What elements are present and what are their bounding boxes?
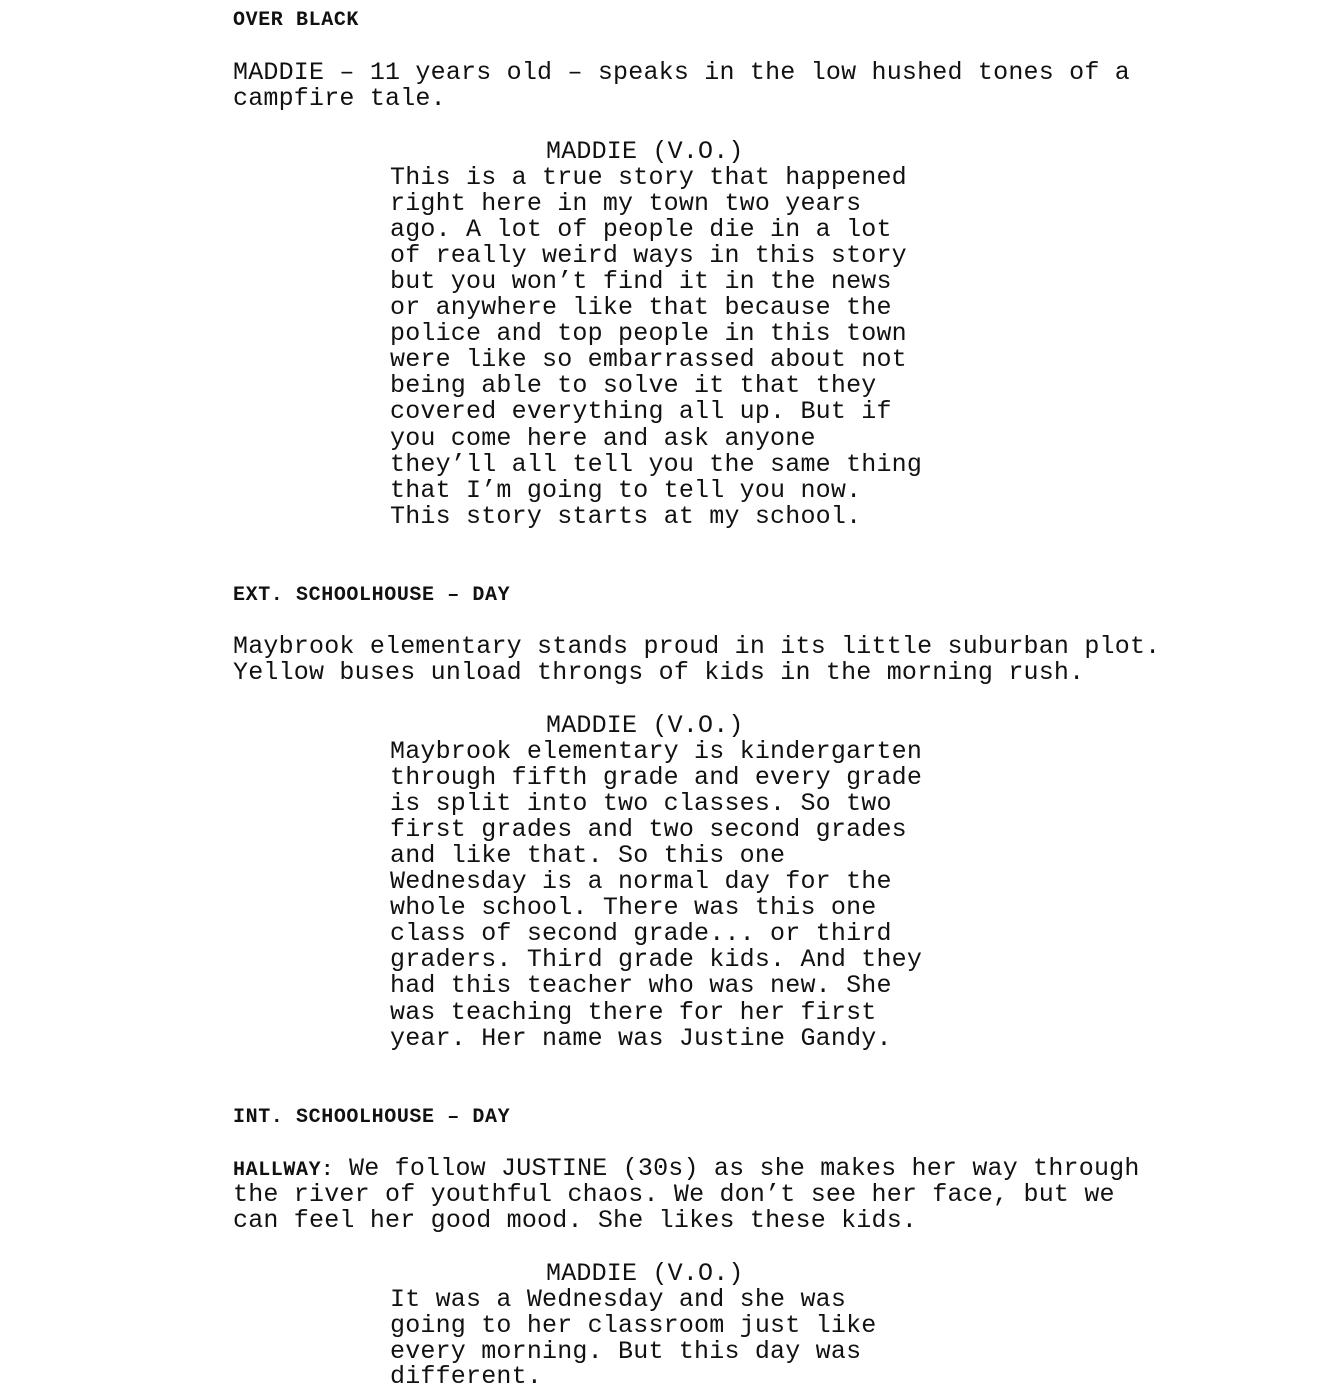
dialogue-line: This story starts at my school.	[390, 502, 862, 531]
dialogue-line: is split into two classes. So two	[390, 789, 892, 818]
action-line: Yellow buses unload throngs of kids in the morning rush.	[233, 658, 1085, 687]
action-line: campfire tale.	[233, 84, 446, 113]
dialogue-line: ago. A lot of people die in a lot	[390, 215, 892, 244]
dialogue-line: This is a true story that happened	[390, 163, 907, 192]
dialogue-line: Wednesday is a normal day for the	[390, 867, 892, 896]
dialogue-line: had this teacher who was new. She	[390, 971, 892, 1000]
dialogue-line: police and top people in this town	[390, 319, 907, 348]
dialogue-line: whole school. There was this one	[390, 893, 877, 922]
action-line: can feel her good mood. She likes these kids.	[233, 1206, 918, 1235]
dialogue-line: covered everything all up. But if	[390, 397, 892, 426]
dialogue-line: every morning. But this day was	[390, 1337, 862, 1366]
dialogue-line: Maybrook elementary is kindergarten	[390, 737, 923, 766]
dialogue-line: through fifth grade and every grade	[390, 763, 923, 792]
scene-heading: EXT. SCHOOLHOUSE – DAY	[233, 584, 511, 607]
action-line: Maybrook elementary stands proud in its little suburban plot.	[233, 632, 1161, 661]
dialogue-line: were like so embarrassed about not	[390, 345, 907, 374]
dialogue-line: of really weird ways in this story	[390, 241, 907, 270]
dialogue-line: first grades and two second grades	[390, 815, 907, 844]
character-name: MADDIE (V.O.)	[546, 1259, 744, 1288]
dialogue-line: going to her classroom just like	[390, 1311, 877, 1340]
character-name: MADDIE (V.O.)	[546, 137, 744, 166]
dialogue-line: they’ll all tell you the same thing	[390, 450, 923, 479]
dialogue-line: but you won’t find it in the news	[390, 267, 892, 296]
scene-heading: INT. SCHOOLHOUSE – DAY	[233, 1106, 511, 1129]
dialogue-line: different.	[390, 1362, 543, 1391]
dialogue-line: right here in my town two years	[390, 189, 862, 218]
dialogue-line: class of second grade... or third	[390, 919, 892, 948]
scene-heading: OVER BLACK	[233, 9, 360, 32]
dialogue-line: was teaching there for her first	[390, 998, 877, 1027]
dialogue-line: It was a Wednesday and she was	[390, 1285, 847, 1314]
action-lead: HALLWAY:	[233, 1159, 334, 1182]
action-line: MADDIE – 11 years old – speaks in the low hushed tones of a	[233, 58, 1130, 87]
character-name: MADDIE (V.O.)	[546, 711, 744, 740]
dialogue-line: graders. Third grade kids. And they	[390, 945, 923, 974]
dialogue-line: you come here and ask anyone	[390, 424, 816, 453]
dialogue-line: that I’m going to tell you now.	[390, 476, 862, 505]
action-text: We follow JUSTINE (30s) as she makes her way through	[333, 1154, 1140, 1183]
dialogue-line: being able to solve it that they	[390, 371, 877, 400]
dialogue-line: or anywhere like that because the	[390, 293, 892, 322]
dialogue-line: year. Her name was Justine Gandy.	[390, 1024, 892, 1053]
action-line: the river of youthful chaos. We don’t see her face, but we	[233, 1180, 1115, 1209]
dialogue-line: and like that. So this one	[390, 841, 786, 870]
